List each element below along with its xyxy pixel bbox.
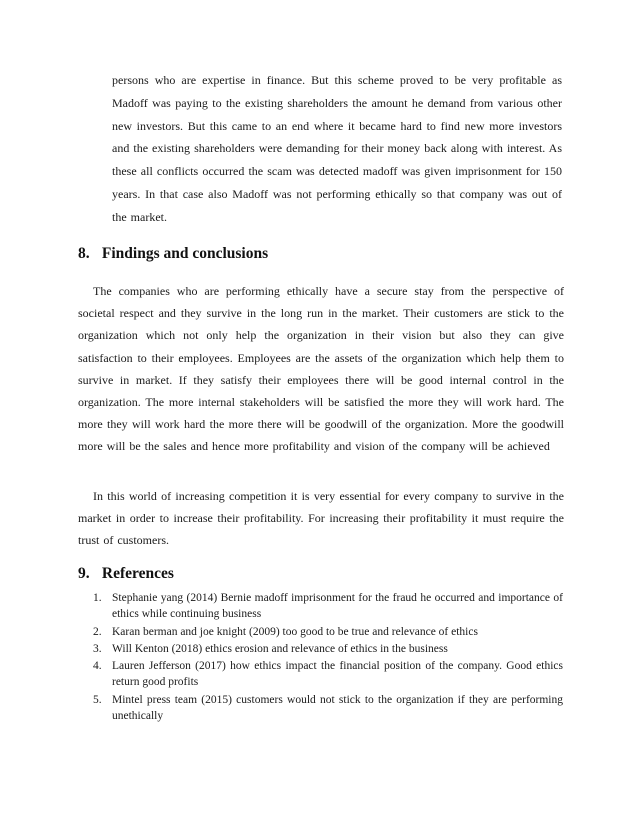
references-heading-number: 9. bbox=[78, 565, 90, 582]
reference-item bbox=[93, 641, 563, 657]
findings-heading-number: 8. bbox=[78, 245, 90, 262]
references-heading-title: References bbox=[101, 565, 174, 582]
reference-text: Karan berman and joe knight (2009) too good to be true and relevance of ethics bbox=[112, 625, 478, 638]
reference-item bbox=[93, 590, 563, 623]
findings-heading-title: Findings and conclusions bbox=[101, 245, 269, 262]
reference-text: Lauren Jefferson (2017) how ethics impact the financial position of the company. Good ethics return good profits bbox=[112, 660, 563, 689]
reference-text: Mintel press team (2015) customers would not stick to the organization if they are performing unethically bbox=[112, 693, 563, 723]
reference-number: 4. bbox=[93, 660, 102, 673]
reference-text: Will Kenton (2018) ethics erosion and relevance of ethics in the business bbox=[112, 642, 448, 655]
reference-number: 1. bbox=[93, 592, 102, 604]
reference-item bbox=[93, 624, 563, 640]
reference-number: 5. bbox=[93, 693, 102, 706]
findings-paragraph-1: The companies who are performing ethically have a secure stay from the perspective of societal respect and they survive in the long run in the market. Their customers are stick to the organization which not only help the organization in their vision but also they can give satisfaction to their employees. Employees are the assets of the organization which help them to survive in market. If they satisfy their employees there will be good internal control in the organization. The more internal stakeholders will be satisfied the more they will work hard. The more they will work hard the more there will be goodwill of the organization. More the goodwill more will be the sales and hence more profitability and vision of the company will be achieved bbox=[78, 284, 564, 454]
reference-text: Stephanie yang (2014) Bernie madoff imprisonment for the fraud he occurred and importance of ethics while continuing business bbox=[112, 592, 563, 621]
reference-number: 3. bbox=[93, 642, 102, 655]
intro-paragraph: persons who are expertise in finance. But this scheme proved to be very profitable as Madoff was paying to the existing shareholders the amount he demand from various other new investors. But this came to an end where it became hard to find new more investors and the existing shareholders were demanding for their money back along with interest. As these all conflicts occurred the scam was detected madoff was given imprisonment for 150 years. In that case also Madoff was not performing ethically so that company was out of the market. bbox=[112, 73, 562, 224]
reference-item bbox=[93, 658, 563, 691]
findings-paragraph-2: In this world of increasing competition it is very essential for every company to survive in the market in order to increase their profitability. For increasing their profitability it must require the trust of customers. bbox=[78, 489, 564, 548]
reference-item bbox=[93, 692, 563, 725]
references-heading bbox=[78, 565, 174, 583]
reference-number: 2. bbox=[93, 625, 102, 638]
findings-heading bbox=[78, 245, 268, 263]
references-list bbox=[93, 590, 563, 725]
